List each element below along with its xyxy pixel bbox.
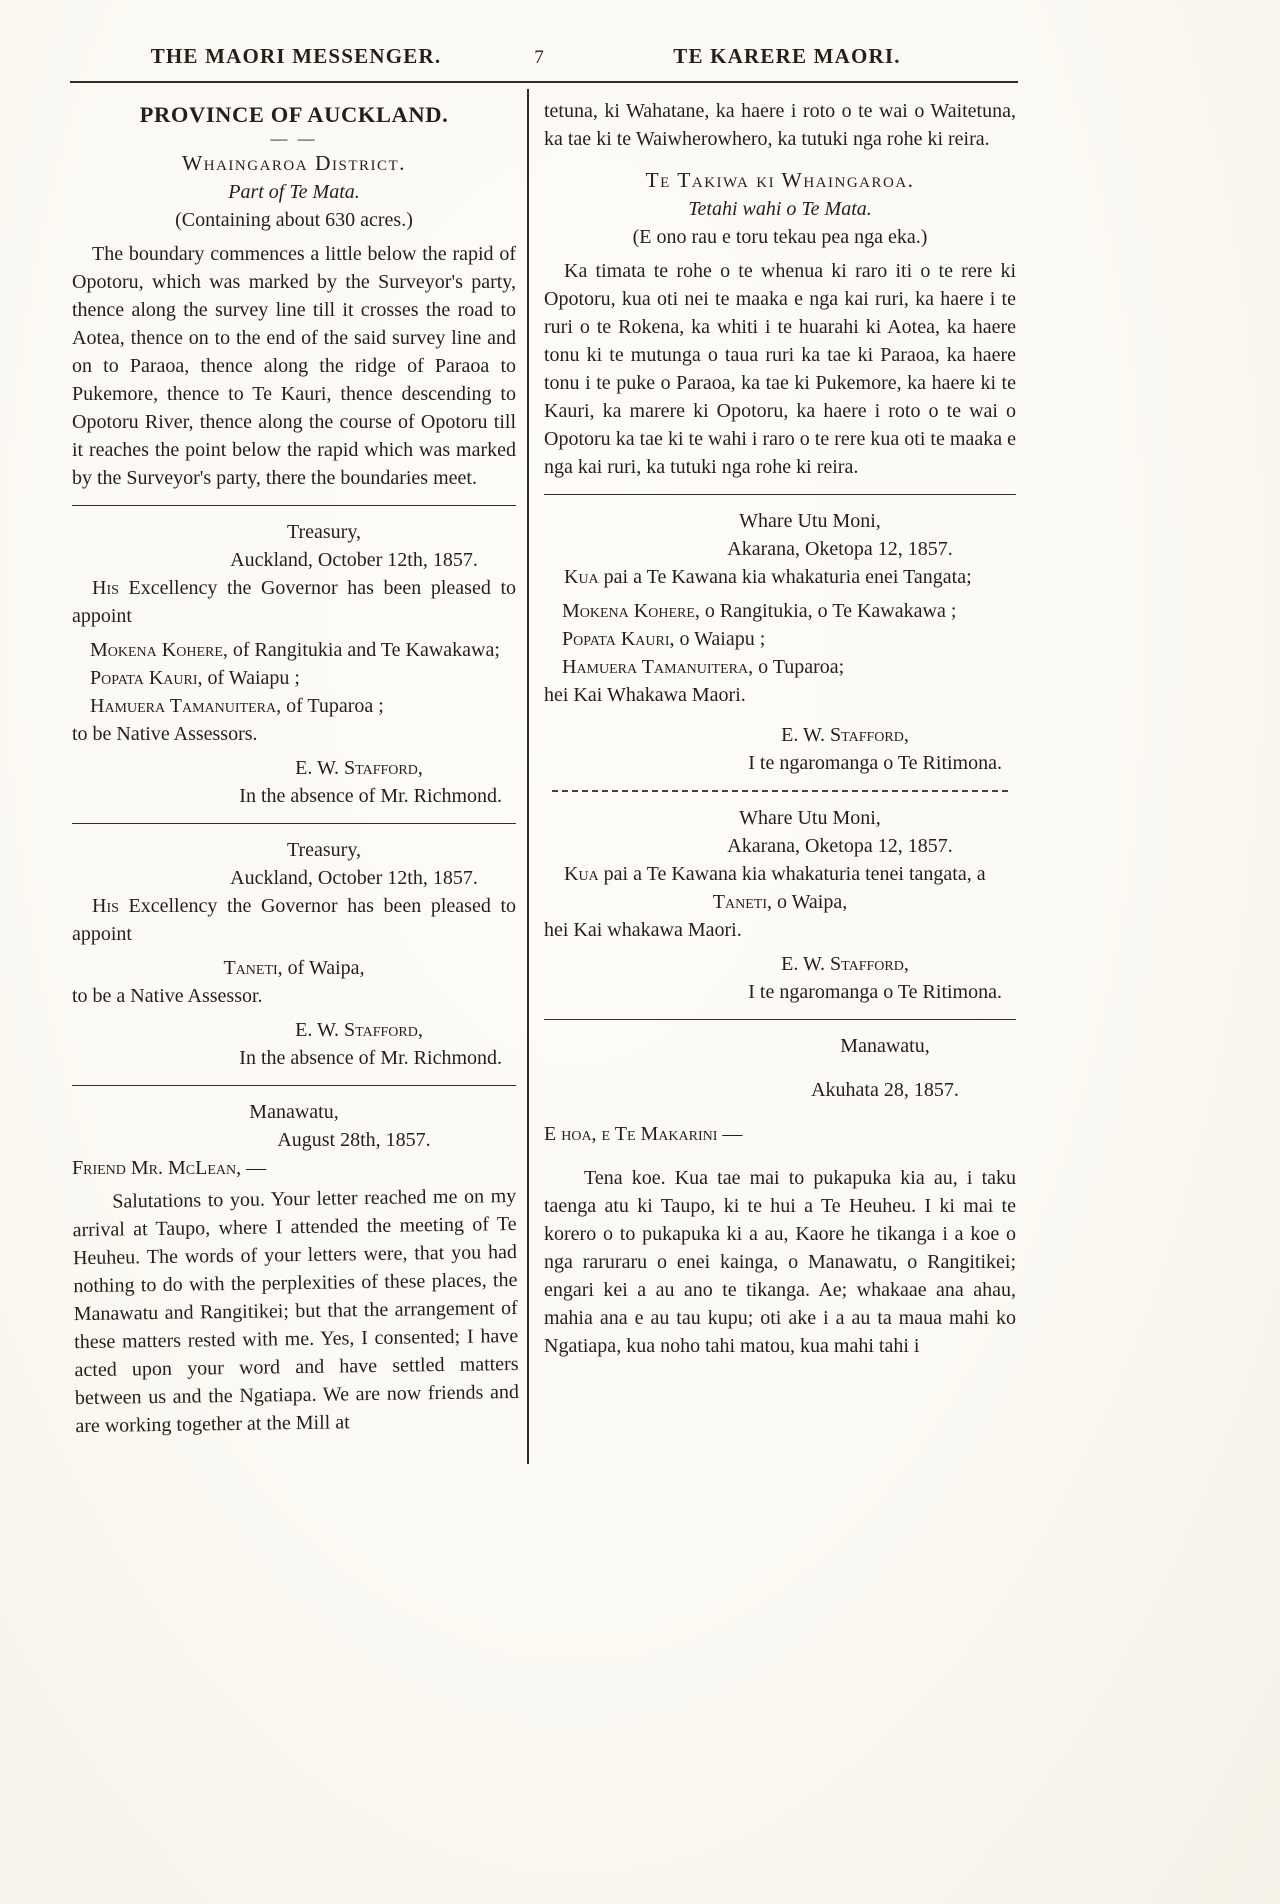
continuation-paragraph: tetuna, ki Wahatane, ka haere i roto o te wai o Waitetuna, ka tae ki te Waiwherowhero, ka tutuki nga rohe ki reira. <box>544 100 1016 150</box>
appointee-name: Popata Kauri <box>562 628 670 650</box>
appointee-desc: , o Waiapu ; <box>669 628 766 650</box>
signature: E. W. Stafford, <box>295 757 423 779</box>
masthead <box>70 44 1018 69</box>
appointee-name: Popata Kauri <box>90 667 198 689</box>
dateline-place: Whare Utu Moni, <box>739 807 881 829</box>
signature: E. W. Stafford, <box>781 953 909 975</box>
section-treasury-appointment-1 <box>72 518 516 810</box>
appointee-desc: , of Waipa, <box>277 957 365 979</box>
dateline-date: Auckland, October 12th, 1857. <box>230 549 478 571</box>
appointment-intro <box>544 860 1016 888</box>
signature-note: I te ngaromanga o Te Ritimona. <box>748 752 1002 774</box>
dateline-place: Manawatu, <box>249 1101 339 1123</box>
print-area <box>70 44 1018 1464</box>
appointment-intro <box>72 892 516 948</box>
dateline-place: Treasury, <box>286 521 362 543</box>
appointee-desc: , o Waipa, <box>766 891 848 913</box>
intro-lead: His <box>92 895 119 917</box>
intro-rest: pai a Te Kawana kia whakaturia enei Tangata; <box>598 566 972 588</box>
appointee-name: Hamuera Tamanuitera <box>562 656 749 678</box>
letter-body: Tena koe. Kua tae mai to pukapuka kia au, i taku taenga atu ki Taupo, ki te hui a Te Heuheu. I ki mai te korero o to pukapuka ki a au, Kaore he tikanga i a koe o nga raruraru o enei kainga, o Manawatu, o Rangitikei; engari kei a au ano te tikanga. Ae; whakaae ana ahau, mahia ana e au tau kupu; oti ake i a au ta maua mahi ko Ngatiapa, kua noho tahi matou, kua mahi tahi i <box>544 1167 1016 1357</box>
acreage-note: (E ono rau e toru tekau pea nga eka.) <box>632 226 928 248</box>
appointee-row <box>72 692 516 720</box>
appointee-desc: , o Rangitukia, o Te Kawakawa ; <box>694 600 957 622</box>
signature-note: In the absence of Mr. Richmond. <box>239 785 502 807</box>
boundary-description: The boundary commences a little below the rapid of Opotoru, which was marked by the Surveyor's party, thence along the survey line till it crosses the road to Aotea, thence on to the end of the said survey line and on to Paraoa, thence along the ridge of Paraoa to Pukemore, thence to Te Kauri, thence descending to Opotoru River, thence along the course of Opotoru till it reaches the point below the rapid which was marked by the Surveyor's party, there the boundaries meet. <box>72 243 516 489</box>
section-treasury-appointment-2 <box>72 836 516 1072</box>
appointee-row <box>72 636 516 664</box>
right-column-maori <box>534 89 1018 1464</box>
appointee-row <box>72 954 516 982</box>
left-column-english <box>70 89 522 1464</box>
appointment-intro <box>72 574 516 630</box>
intro-lead: His <box>92 577 119 599</box>
appointee-row <box>544 597 1016 625</box>
heading-ornament: — — <box>270 129 318 148</box>
dateline-date: Akuhata 28, 1857. <box>811 1079 959 1101</box>
dateline-date: Akarana, Oketopa 12, 1857. <box>727 835 953 857</box>
appointee-row <box>544 888 1016 916</box>
section-letter-to-makarini <box>544 1032 1016 1360</box>
two-column-layout <box>70 89 1018 1464</box>
intro-lead: Kua <box>564 566 599 588</box>
salutation: Friend Mr. McLean, — <box>72 1157 267 1179</box>
appointment-intro <box>544 563 1016 591</box>
appointment-closing: hei Kai Whakawa Maori. <box>544 684 746 706</box>
appointment-closing: to be a Native Assessor. <box>72 985 263 1007</box>
section-letter-to-mclean <box>72 1098 520 1438</box>
intro-rest: Excellency the Governor has been pleased to appoint <box>72 577 516 627</box>
page-number: 7 <box>534 47 544 68</box>
dateline-place: Whare Utu Moni, <box>739 510 881 532</box>
intro-rest: Excellency the Governor has been pleased to appoint <box>72 895 516 945</box>
appointment-closing: to be Native Assessors. <box>72 723 258 745</box>
section-rule-dashed <box>552 790 1008 792</box>
appointee-desc: , of Tuparoa ; <box>276 695 384 717</box>
appointee-desc: , of Waiapu ; <box>197 667 300 689</box>
dateline-date: Auckland, October 12th, 1857. <box>230 867 478 889</box>
signature-note: I te ngaromanga o Te Ritimona. <box>748 981 1002 1003</box>
section-rule <box>544 494 1016 495</box>
boundary-description-maori: Ka timata te rohe o te whenua ki raro iti o te rere ki Opotoru, kua oti nei te maaka e nga kai ruri, ka haere i te ruri o te Rokena, ka whiti i te huarahi ki Aotea, ka haere tonu ki te mutunga o taua ruri ka tae ki Paraoa, ka haere tonu i te puke o Paraoa, ka tae ki Pukemore, ka haere ki te Kauri, ka marere ki Opotoru, ka haere i roto o te wai o Opotoru ka tae ki te wahi i raro o te rere kua oti te maaka e nga kai ruri, ka tutuki nga rohe ki reira. <box>544 260 1016 478</box>
section-rule <box>72 1085 516 1086</box>
section-whare-utu-moni-2 <box>544 804 1016 1006</box>
section-province-of-auckland <box>72 99 516 492</box>
appointee-row <box>544 625 1016 653</box>
masthead-rule <box>70 81 1018 83</box>
salutation: E hoa, e Te Makarini — <box>544 1123 743 1145</box>
dateline-date: August 28th, 1857. <box>277 1129 431 1151</box>
appointee-row <box>544 653 1016 681</box>
appointee-name: Taneti <box>712 891 767 913</box>
intro-lead: Kua <box>564 863 599 885</box>
appointment-closing: hei Kai whakawa Maori. <box>544 919 742 941</box>
takiwa-subtitle: Tetahi wahi o Te Mata. <box>688 198 872 220</box>
masthead-title-maori: TE KARERE MAORI. <box>673 44 901 68</box>
part-title: Part of Te Mata. <box>228 181 360 203</box>
signature: E. W. Stafford, <box>781 724 909 746</box>
province-heading: PROVINCE OF AUCKLAND. <box>139 102 449 127</box>
dateline-place: Manawatu, <box>840 1035 930 1057</box>
acreage-note: (Containing about 630 acres.) <box>175 209 413 231</box>
masthead-title-english: THE MAORI MESSENGER. <box>150 44 442 68</box>
letter-body: Salutations to you. Your letter reached me on my arrival at Taupo, where I attended the meeting of Te Heuheu. The words of your letters were, that you had nothing to do with the perplexities of these places, the Manawatu and Rangitikei; but that the arrangement of these matters rested with me. Yes, I consented; I have acted upon your word and have settled matters between us and the Ngatiapa. We are now friends and are working together at the Mill at <box>72 1184 520 1438</box>
appointee-name: Taneti <box>223 957 278 979</box>
district-heading: Whaingaroa District. <box>181 151 407 175</box>
signature-note: In the absence of Mr. Richmond. <box>239 1047 502 1069</box>
takiwa-heading: Te Takiwa ki Whaingaroa. <box>645 168 915 192</box>
section-whare-utu-moni-1 <box>544 507 1016 777</box>
section-rule <box>72 505 516 506</box>
appointee-desc: , o Tuparoa; <box>748 656 845 678</box>
dateline-place: Treasury, <box>286 839 362 861</box>
section-rule <box>72 823 516 824</box>
intro-rest: pai a Te Kawana kia whakaturia tenei tangata, a <box>598 863 986 885</box>
appointee-name: Hamuera Tamanuitera <box>90 695 277 717</box>
appointee-name: Mokena Kohere <box>562 600 695 622</box>
dateline-date: Akarana, Oketopa 12, 1857. <box>727 538 953 560</box>
appointee-row <box>72 664 516 692</box>
column-divider-rule <box>527 89 529 1464</box>
appointee-name: Mokena Kohere <box>90 639 223 661</box>
section-te-takiwa-ki-whaingaroa <box>544 165 1016 481</box>
signature: E. W. Stafford, <box>295 1019 423 1041</box>
appointee-desc: , of Rangitukia and Te Kawakawa; <box>222 639 500 661</box>
section-rule <box>544 1019 1016 1020</box>
